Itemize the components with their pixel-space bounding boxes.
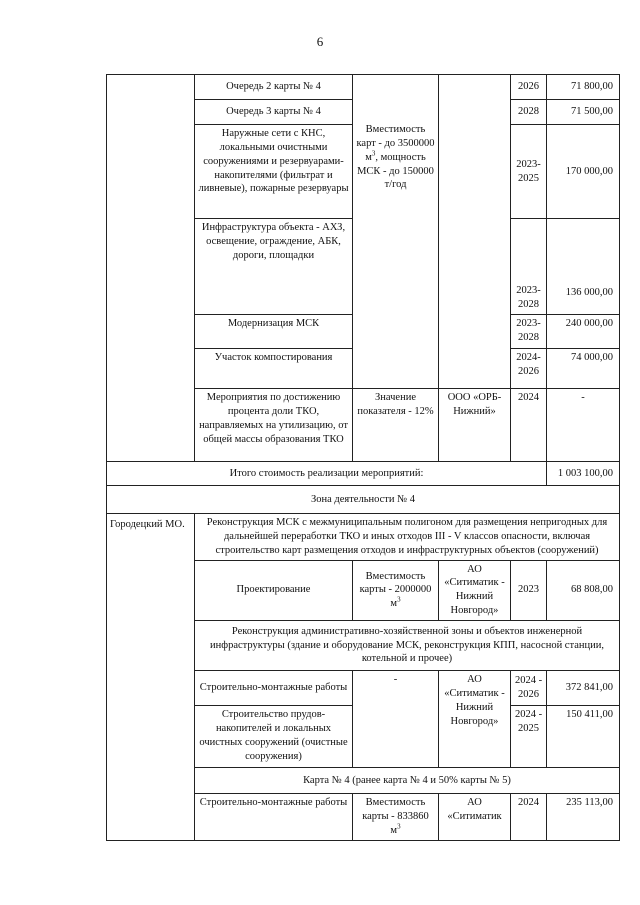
row-org: АО «Ситиматик — [439, 794, 511, 841]
row-year: 2024 — [511, 794, 547, 841]
row-cost: 74 000,00 — [547, 349, 620, 389]
row-year: 2024 — [511, 389, 547, 462]
card4-heading: Карта № 4 (ранее карта № 4 и 50% карты № 5) — [195, 768, 620, 794]
zone-title: Зона деятельности № 4 — [107, 486, 620, 514]
total-value: 1 003 100,00 — [547, 462, 620, 486]
row-org: АО «Ситиматик - Нижний Новгород» — [439, 560, 511, 620]
row-cost: 71 500,00 — [547, 100, 620, 125]
row-name: Строительно-монтажные работы — [195, 671, 353, 706]
row-name: Строительно-монтажные работы — [195, 794, 353, 841]
row-name: Мероприятия по достижению процента доли ТКО, направляемых на утилизацию, от общей массы образования ТКО — [195, 389, 353, 462]
row-cost: 235 113,00 — [547, 794, 620, 841]
row-year: 2028 — [511, 100, 547, 125]
row-cost: - — [547, 389, 620, 462]
page-number: 6 — [316, 34, 324, 49]
total-label: Итого стоимость реализации мероприятий: — [107, 462, 547, 486]
row-indicator: Вместимость карты - 2000000 $м^3$ — [353, 560, 439, 620]
row-indicator: Вместимость карты - 833860 $м^3$ — [353, 794, 439, 841]
row-cost: 136 000,00 — [547, 219, 620, 315]
row-org: АО «Ситиматик - Нижний Новгород» — [439, 671, 511, 768]
reconstruction-heading: Реконструкция МСК с межмуниципальным полигоном для размещения непригодных для дальнейшей переработки ТКО и иных отходов III - V классов опасности, включая строительство карт размещения отходов и инфраструктурных объектов (сооружений) — [195, 514, 620, 561]
org-cell-empty — [439, 75, 511, 389]
zone-row — [107, 486, 620, 514]
row-name: Очередь 3 карты № 4 — [195, 100, 353, 125]
admin-heading: Реконструкция административно-хозяйственной зоны и объектов инженерной инфраструктуры (здание и оборудование МСК, реконструкция КПП, насосной станции, котельной и прочее) — [195, 621, 620, 671]
row-cost: 170 000,00 — [547, 125, 620, 219]
row-year: 2026 — [511, 75, 547, 100]
row-cost: 240 000,00 — [547, 315, 620, 349]
row-indicator: Значение показателя - 12% — [353, 389, 439, 462]
table-row — [107, 514, 620, 561]
row-year: 2023-2028 — [511, 315, 547, 349]
row-name: Участок компостирования — [195, 349, 353, 389]
row-year: 2023 — [511, 560, 547, 620]
row-indicator: - — [353, 671, 439, 768]
row-name: Очередь 2 карты № 4 — [195, 75, 353, 100]
row-year: 2023-2025 — [511, 125, 547, 219]
row-year: 2024 - 2025 — [511, 706, 547, 768]
row-cost: 372 841,00 — [547, 671, 620, 706]
capacity-indicator: Вместимость карт - до 3500000 $м^3$, мощность МСК - до 150000 т/год — [353, 75, 439, 389]
row-name: Инфраструктура объекта - АХЗ, освещение, ограждение, АБК, дороги, площадки — [195, 219, 353, 315]
row-name: Проектирование — [195, 560, 353, 620]
row-name: Наружные сети с КНС, локальными очистными сооружениями и резервуарами-накопителями (фильтрат и ливневые), пожарные резервуары — [195, 125, 353, 219]
row-year: 2024-2026 — [511, 349, 547, 389]
row-year: 2024 - 2026 — [511, 671, 547, 706]
total-row — [107, 462, 620, 486]
row-cost: 71 800,00 — [547, 75, 620, 100]
measures-table — [106, 74, 620, 841]
row-year: 2023-2028 — [511, 219, 547, 315]
row-org: ООО «ОРБ-Нижний» — [439, 389, 511, 462]
municipality-cell-empty — [107, 75, 195, 462]
table-row — [107, 75, 620, 100]
row-cost: 150 411,00 — [547, 706, 620, 768]
row-name: Модернизация МСК — [195, 315, 353, 349]
row-cost: 68 808,00 — [547, 560, 620, 620]
municipality-name: Городецкий МО. — [107, 514, 195, 841]
row-name: Строительство прудов-накопителей и локальных очистных сооружений (очистные сооружения) — [195, 706, 353, 768]
